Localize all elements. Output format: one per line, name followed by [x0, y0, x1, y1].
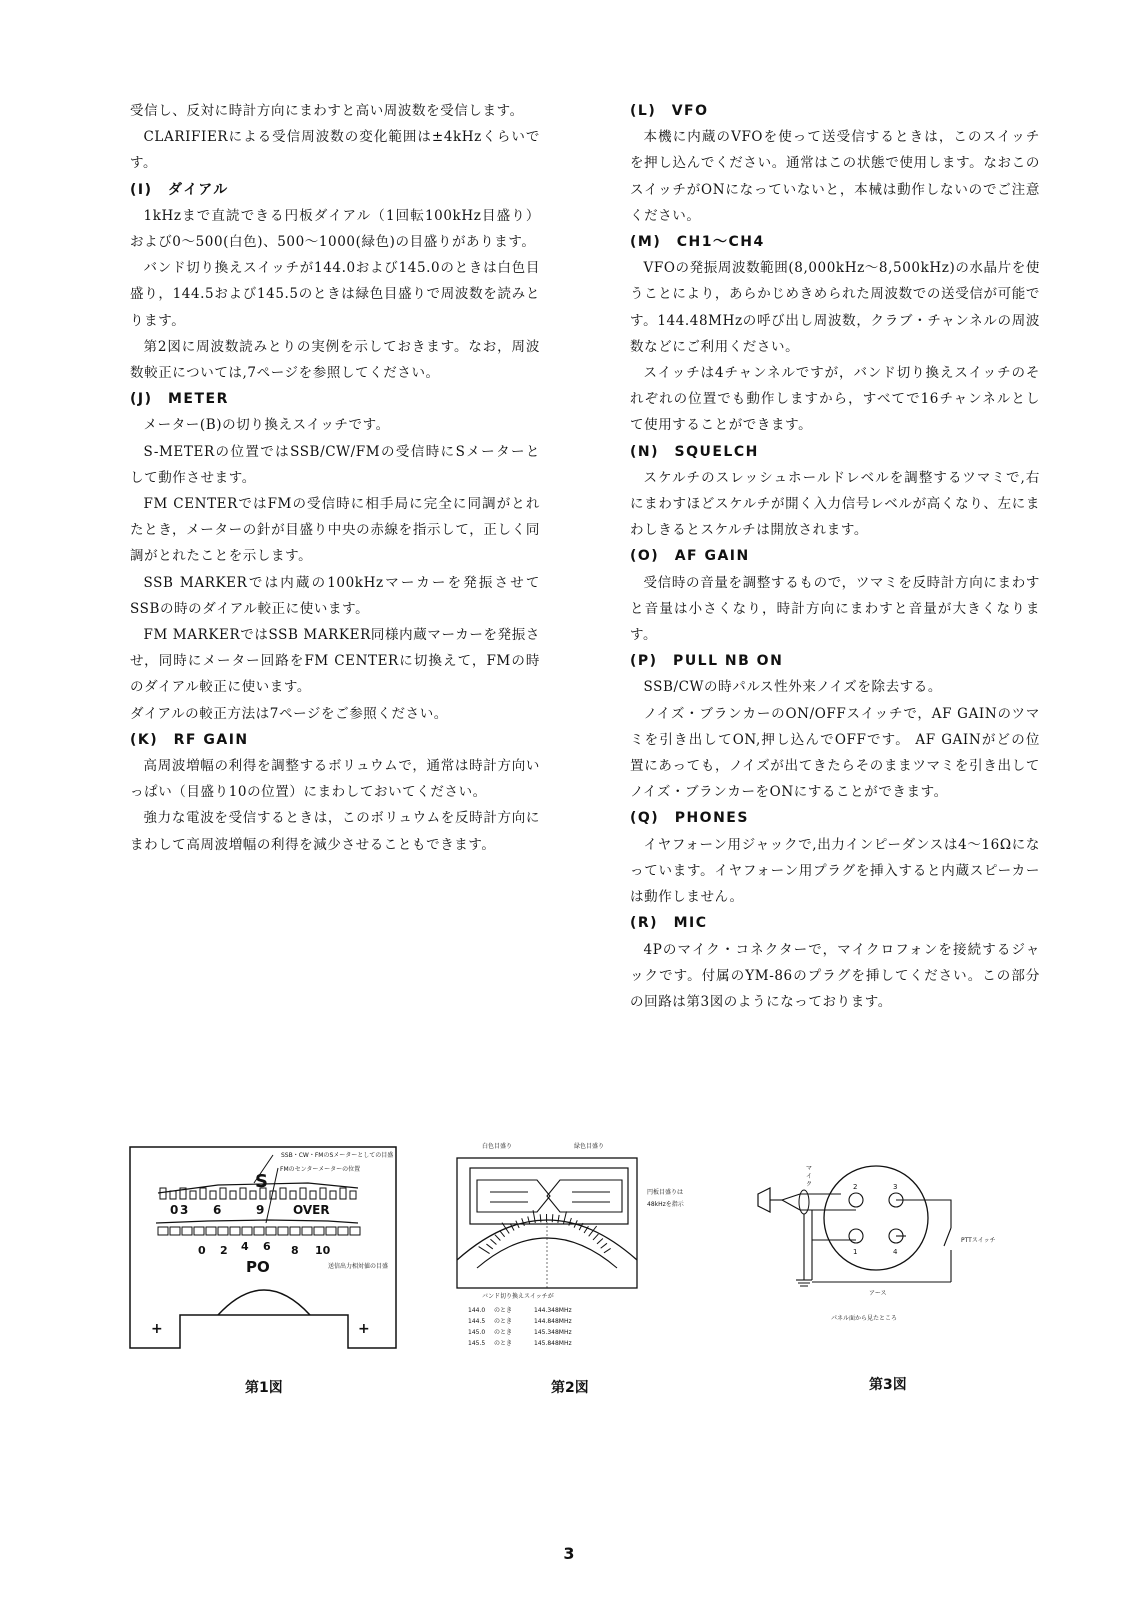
section-heading: (Q) PHONES: [630, 810, 749, 827]
fig2-dial-tick: [495, 1235, 500, 1241]
fig2-band-1: 144.5: [468, 1318, 486, 1325]
fig1-s-tick-3: 3: [180, 1203, 189, 1217]
fig2-dial-tick: [540, 1214, 541, 1222]
fig1-fm-label: FMのセンターメーターの位置: [280, 1166, 361, 1173]
fig1-s-tick: [250, 1191, 256, 1199]
fig2-freq-3: 145.848MHz: [534, 1340, 572, 1347]
fig1-segment: [158, 1227, 168, 1235]
section-heading: (J) METER: [130, 391, 229, 408]
figure-2-dial: [452, 1140, 722, 1355]
fig2-band-3: 145.5: [468, 1340, 486, 1347]
paragraph: 高周波増幅の利得を調整するボリュウムで，通常は時計方向いっぱい（目盛り10の位置）にまわしておいてください。: [130, 758, 540, 801]
fig1-s-tick: [280, 1188, 286, 1199]
fig3-earth-label: アース: [869, 1290, 887, 1297]
fig2-dial-tick: [597, 1238, 603, 1243]
fig1-segment: [254, 1227, 264, 1235]
fig1-s-tick: [240, 1188, 246, 1199]
fig2-dial-tick: [486, 1244, 492, 1249]
fig2-dial-tick: [552, 1214, 553, 1222]
fig1-segment: [266, 1227, 276, 1235]
fig1-po-tick-0: 0: [198, 1244, 206, 1257]
paragraph: イヤフォーン用ジャックで,出力インピーダンスは4〜16Ωになっています。イヤフォーン用プラグを挿入すると内蔵スピーカーは動作しません。: [630, 836, 1040, 906]
paragraph: 受信時の音量を調整するもので，ツマミを反時計方向にまわすと音量は小さくなり，時計方向にまわすと音量が大きくなります。: [630, 574, 1040, 644]
fig3-pin-2: 2: [853, 1183, 858, 1191]
fig2-freq-2: 145.348MHz: [534, 1329, 572, 1336]
fig1-segment: [350, 1227, 360, 1235]
fig1-s-tick: [330, 1191, 336, 1199]
fig2-dial-tick: [479, 1247, 490, 1254]
fig1-s-tick: [300, 1188, 306, 1199]
fig3-pin-3: 3: [893, 1183, 898, 1191]
fig3-mic-char: マ: [806, 1165, 813, 1172]
fig1-po-tick-10: 10: [315, 1244, 331, 1257]
fig3-mic-label: [806, 1165, 812, 1188]
figure-1-meter: [128, 1143, 408, 1358]
paragraph: 第2図に周波数読みとりの実例を示しておきます。なお，周波数較正については,7ページを参照してください。: [130, 338, 540, 382]
fig1-s-tick-9: 9: [256, 1203, 265, 1217]
fig3-ptt-label: PTTスイッチ: [961, 1237, 996, 1244]
fig1-plus-left: +: [151, 1321, 163, 1337]
section-heading: (N) SQUELCH: [630, 443, 759, 460]
fig1-po-tick-8: 8: [291, 1244, 299, 1257]
paragraph: 強力な電波を受信するときは，このボリュウムを反時計方向にまわして高周波増幅の利得を減少させることもできます。: [130, 810, 540, 853]
paragraph: CLARIFIERによる受信周波数の変化範囲は±4kHzくらいです。: [130, 129, 540, 172]
fig1-po-tick-4: 4: [241, 1240, 249, 1253]
right-column: [630, 98, 1040, 1015]
fig1-segment: [326, 1227, 336, 1235]
fig1-s-tick: [170, 1191, 176, 1199]
fig1-po-symbol: PO: [246, 1258, 270, 1276]
fig1-s-tick-6: 6: [213, 1203, 222, 1217]
paragraph: FM CENTERではFMの受信時に相手局に完全に同調がとれたとき，メーターの針が目盛り中央の赤線を指示して，正しく同調がとれたことを示します。: [130, 496, 540, 565]
fig1-segment: [242, 1227, 252, 1235]
paragraph: 4Pのマイク・コネクターで，マイクロフォンを接続するジャックです。付属のYM-86のプラグを挿してください。この部分の回路は第3図のようになっております。: [630, 941, 1040, 1010]
fig1-segment: [278, 1227, 288, 1235]
paragraph: VFOの発振周波数範囲(8,000kHz〜8,500kHz)の水晶片を使うことにより，あらかじめきめられた周波数での送受信が可能です。144.48MHzの呼び出し周波数，クラブ・チャンネルの周波数などにご利用ください。: [630, 260, 1040, 355]
fig1-segment: [194, 1227, 204, 1235]
fig1-segment: [338, 1227, 348, 1235]
fig2-when-0: のとき: [494, 1307, 513, 1314]
fig1-segment: [218, 1227, 228, 1235]
fig2-band-0: 144.0: [468, 1307, 486, 1314]
fig1-po-tick-2: 2: [220, 1244, 228, 1257]
fig1-s-tick: [210, 1191, 216, 1199]
paragraph: S-METERの位置ではSSB/CW/FMの受信時にSメーターとして動作させます。: [130, 443, 540, 486]
section-heading: (R) MIC: [630, 915, 708, 932]
fig2-dial-tick: [490, 1239, 496, 1244]
paragraph: ノイズ・ブランカーのON/OFFスイッチで，AF GAINのツマミを引き出してON,押し込んでOFFです。 AF GAINがどの位置にあっても，ノイズが出てきたらそのままツマミを引き出してノイズ・ブランカーをONにすることができます。: [630, 705, 1040, 801]
fig1-s-tick: [350, 1191, 356, 1199]
left-column: [130, 98, 540, 858]
section-heading: (L) VFO: [630, 103, 709, 119]
section-heading: (K) RF GAIN: [130, 731, 249, 748]
fig3-panel-label: パネル面から見たところ: [831, 1315, 898, 1322]
fig1-s-tick: [160, 1188, 166, 1199]
paragraph: バンド切り換えスイッチが144.0および145.0のときは白色目盛り，144.5および145.5のときは緑色目盛りで周波数を読みとります。: [130, 260, 540, 329]
fig3-mic-char: イ: [806, 1173, 813, 1180]
section-heading: (M) CH1〜CH4: [630, 234, 765, 251]
paragraph: メーター(B)の切り換えスイッチです。: [143, 417, 390, 434]
paragraph: 本機に内蔵のVFOを使って送受信するときは，このスイッチを押し込んでください。通常はこの状態で使用します。なおこのスイッチがONになっていないと，本械は動作しないのでご注意ください。: [630, 129, 1040, 224]
fig1-s-symbol: S: [255, 1171, 268, 1192]
fig1-segment: [170, 1227, 180, 1235]
fig1-segment: [314, 1227, 324, 1235]
fig1-ssb-label: SSB・CW・FMのSメーターとしての目盛: [281, 1152, 394, 1159]
fig1-segment: [290, 1227, 300, 1235]
fig3-mic-char: ク: [806, 1181, 813, 1188]
fig1-po-tick-6: 6: [263, 1240, 271, 1253]
fig2-when-1: のとき: [494, 1318, 513, 1325]
fig2-freq-0: 144.348MHz: [534, 1307, 572, 1314]
fig1-segment: [206, 1227, 216, 1235]
fig2-side-line1: 円板目盛りは: [647, 1189, 684, 1196]
fig1-s-tick-0: 0: [170, 1203, 179, 1217]
paragraph: 受信し、反対に時計方向にまわすと高い周波数を受信します。: [130, 103, 524, 119]
fig2-freq-1: 144.848MHz: [534, 1318, 572, 1325]
fig2-white-label: 白色目盛り: [482, 1143, 513, 1150]
fig1-s-tick: [320, 1188, 326, 1199]
section-heading: (P) PULL NB ON: [630, 653, 784, 670]
fig1-s-tick: [230, 1191, 236, 1199]
fig2-side-line2: 48kHzを指示: [647, 1201, 684, 1208]
fig2-band-title: バンド切り換えスイッチが: [482, 1293, 554, 1300]
paragraph: SSB MARKERでは内蔵の100kHzマーカーを発振させてSSBの時のダイアル較正に使います。: [130, 574, 540, 617]
fig2-dial-tick: [528, 1216, 530, 1224]
fig1-s-tick: [310, 1191, 316, 1199]
fig1-plus-right: +: [358, 1321, 370, 1337]
fig1-s-tick: [340, 1188, 346, 1199]
fig2-band-2: 145.0: [468, 1329, 486, 1336]
fig2-dial-tick: [604, 1248, 611, 1252]
paragraph: スイッチは4チャンネルですが，バンド切り換えスイッチのそれぞれの位置でも動作しますから，すべてで16チャンネルとして使用することができます。: [630, 365, 1040, 434]
figure-3-mic-connector: [756, 1160, 1026, 1340]
paragraph: ダイアルの較正方法は7ページをご参照ください。: [130, 705, 448, 722]
fig1-segment: [182, 1227, 192, 1235]
fig2-dial-tick: [500, 1231, 505, 1237]
figure-1-caption: 第1図: [245, 1380, 283, 1396]
fig1-s-tick: [220, 1188, 226, 1199]
figure-3-caption: 第3図: [869, 1377, 907, 1393]
fig2-when-2: のとき: [494, 1329, 513, 1336]
fig1-s-tick: [200, 1188, 206, 1199]
fig1-po-label: 送信出力相対値の目盛: [328, 1263, 389, 1270]
fig1-segment: [230, 1227, 240, 1235]
page-number: 3: [563, 1544, 575, 1563]
figure-2-caption: 第2図: [551, 1380, 589, 1396]
fig2-dial-tick: [593, 1234, 598, 1240]
fig1-segment: [302, 1227, 312, 1235]
paragraph: FM MARKERではSSB MARKER同様内蔵マーカーを発振させ，同時にメーター回路をFM CENTERに切換えて，FMの時のダイアル較正に使います。: [130, 627, 540, 696]
section-heading: (O) AF GAIN: [630, 548, 750, 565]
fig3-pin-4: 4: [893, 1248, 898, 1256]
fig1-s-tick: [190, 1191, 196, 1199]
fig2-dial-tick: [558, 1215, 559, 1223]
fig1-s-over: OVER: [293, 1203, 330, 1217]
fig2-green-label: 緑色目盛り: [574, 1143, 605, 1150]
fig2-dial-tick: [601, 1243, 607, 1248]
fig3-pin-1: 1: [853, 1248, 858, 1256]
fig1-s-tick: [290, 1191, 296, 1199]
fig1-segment-bar: [158, 1227, 360, 1235]
paragraph: 1kHzまで直読できる円板ダイアル（1回転100kHz目盛り）および0〜500(白色)、500〜1000(緑色)の目盛りがあります。: [130, 207, 540, 251]
paragraph: スケルチのスレッシュホールドレベルを調整するツマミで,右にまわすほどスケルチが開く入力信号レベルが高くなり、左にまわしきるとスケルチは開放されます。: [630, 469, 1040, 539]
section-heading: (I) ダイアル: [130, 181, 229, 198]
fig2-when-3: のとき: [494, 1340, 513, 1347]
paragraph: SSB/CWの時パルス性外来ノイズを除去する。: [643, 679, 942, 696]
